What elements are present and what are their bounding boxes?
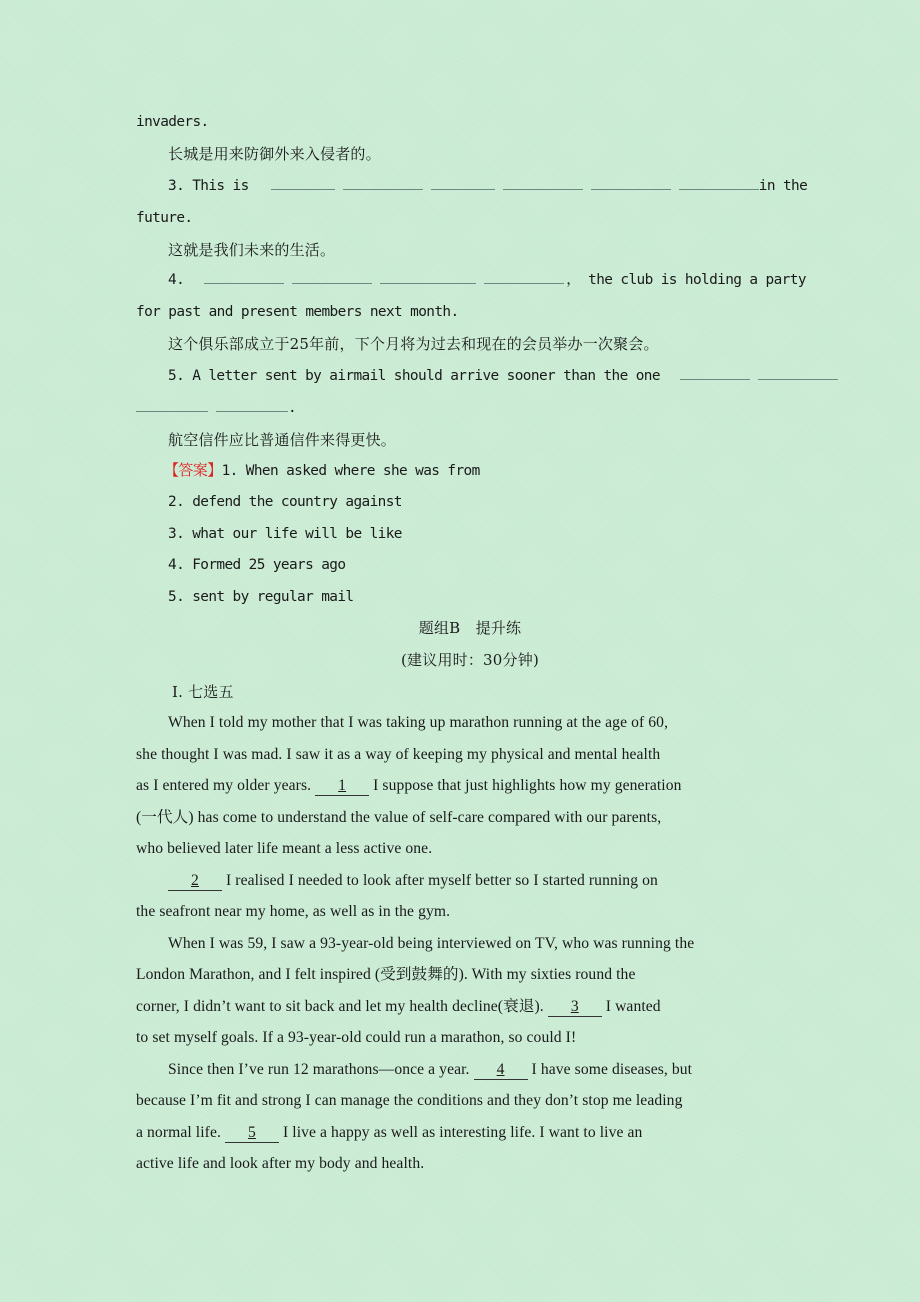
text-line: invaders. xyxy=(136,114,209,130)
answer-tag: 【答案】 xyxy=(164,461,222,479)
question-blank-1[interactable] xyxy=(315,777,369,796)
exercise-item-5-continued xyxy=(136,394,296,422)
passage-line xyxy=(136,772,682,800)
passage-text: as I entered my older years. xyxy=(136,777,312,794)
answer-blank[interactable] xyxy=(204,267,284,284)
passage-line: London Marathon, and I felt inspired (受到鼓舞的). With my sixties round the xyxy=(136,966,636,983)
answer-blank[interactable] xyxy=(216,395,288,412)
translation-item5: 航空信件应比普通信件来得更快。 xyxy=(168,431,397,449)
text-line: future. xyxy=(136,210,193,226)
answer-item: 1. When asked where she was from xyxy=(221,463,480,479)
blank-number: 1 xyxy=(338,777,347,794)
passage-line: the seafront near my home, as well as in the gym. xyxy=(136,903,451,920)
question-blank-2[interactable] xyxy=(168,872,222,891)
passage-line: (一代人) has come to understand the value of self-care compared with our parents, xyxy=(136,809,662,826)
blank-number: 4 xyxy=(496,1061,505,1078)
text-line: for past and present members next month. xyxy=(136,304,459,320)
passage-line: she thought I was mad. I saw it as a way of keeping my physical and mental health xyxy=(136,746,661,763)
question-blank-4[interactable] xyxy=(474,1061,528,1080)
answer-blank[interactable] xyxy=(679,173,759,190)
passage-line xyxy=(136,1119,642,1147)
question-blank-5[interactable] xyxy=(225,1124,279,1143)
question-blank-3[interactable] xyxy=(548,998,602,1017)
answer-blank[interactable] xyxy=(484,267,564,284)
answer-blank[interactable] xyxy=(292,267,372,284)
blank-number: 5 xyxy=(248,1124,256,1141)
answer-blank[interactable] xyxy=(271,173,335,190)
passage-text: Since then I’ve run 12 marathons—once a year. xyxy=(168,1061,470,1078)
passage-line: who believed later life meant a less active one. xyxy=(136,840,433,857)
passage-line xyxy=(136,993,661,1021)
answer-item: 4. Formed 25 years ago xyxy=(168,557,346,573)
answer-blank[interactable] xyxy=(758,363,838,380)
item4-prefix: 4. xyxy=(168,272,185,288)
passage-text: a normal life. xyxy=(136,1124,221,1141)
passage-line: When I was 59, I saw a 93-year-old being interviewed on TV, who was running the xyxy=(168,935,695,952)
passage-text: I have some diseases, but xyxy=(531,1061,693,1078)
passage-line: because I’m fit and strong I can manage the conditions and they don’t stop me leading xyxy=(136,1092,683,1109)
passage-line: When I told my mother that I was taking up marathon running at the age of 60, xyxy=(168,714,669,731)
part-label: Ⅰ. 七选五 xyxy=(172,683,234,701)
translation-item2: 长城是用来防御外来入侵者的。 xyxy=(168,145,381,163)
answer-blank[interactable] xyxy=(136,395,208,412)
answer-blank[interactable] xyxy=(343,173,423,190)
passage-text: corner, I didn’t want to sit back and let my health decline(衰退). xyxy=(136,998,544,1015)
answer-blank[interactable] xyxy=(380,267,476,284)
answer-item: 5. sent by regular mail xyxy=(168,589,354,605)
item4-suffix: ， the club is holding a party xyxy=(566,272,806,288)
section-title: 题组B 提升练 xyxy=(418,619,522,637)
translation-item4: 这个俱乐部成立于25年前，下个月将为过去和现在的会员举办一次聚会。 xyxy=(168,335,659,353)
passage-line: to set myself goals. If a 93-year-old could run a marathon, so could I! xyxy=(136,1029,577,1046)
answer-row-1 xyxy=(164,456,480,484)
answer-item: 2. defend the country against xyxy=(168,494,402,510)
passage-line: active life and look after my body and health. xyxy=(136,1155,425,1172)
blank-number: 3 xyxy=(570,998,579,1015)
item5-end: . xyxy=(288,400,297,416)
passage-text: I realised I needed to look after myself better so I started running on xyxy=(226,872,658,889)
blank-number: 2 xyxy=(191,872,199,889)
translation-item3: 这就是我们未来的生活。 xyxy=(168,241,336,259)
answer-blank[interactable] xyxy=(431,173,495,190)
answer-blank[interactable] xyxy=(503,173,583,190)
exercise-item-4 xyxy=(168,266,806,294)
answer-blank[interactable] xyxy=(680,363,750,380)
passage-line xyxy=(168,1056,692,1084)
exercise-item-3 xyxy=(168,172,807,200)
item3-prefix: 3. This is xyxy=(168,178,249,194)
exercise-item-5 xyxy=(168,362,838,390)
time-hint: (建议用时：30分钟) xyxy=(401,651,539,669)
passage-line xyxy=(168,867,658,895)
passage-text: I suppose that just highlights how my generation xyxy=(373,777,682,794)
item5-prefix: 5. A letter sent by airmail should arrive sooner than the one xyxy=(168,368,660,384)
item3-suffix: in the xyxy=(758,178,808,194)
passage-text: I live a happy as well as interesting life. I want to live an xyxy=(282,1124,643,1141)
answer-item: 3. what our life will be like xyxy=(168,526,402,542)
passage-text: I wanted xyxy=(605,998,661,1015)
answer-blank[interactable] xyxy=(591,173,671,190)
